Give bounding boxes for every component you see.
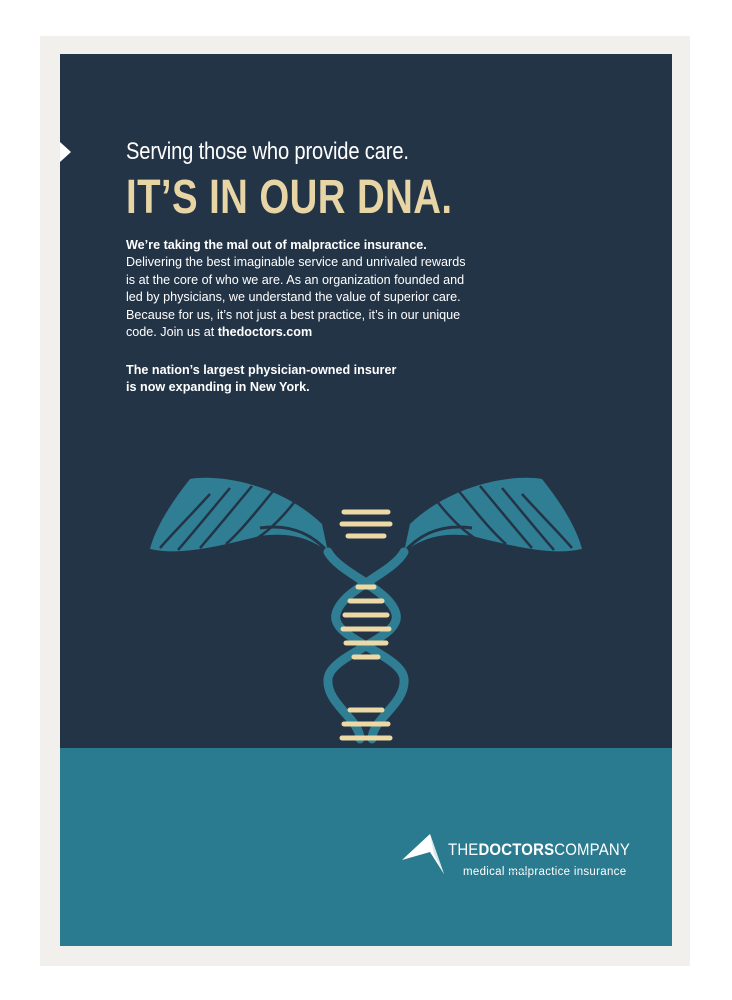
expansion-line-2: is now expanding in New York. — [126, 380, 310, 395]
body-lead: We’re taking the mal out of malpractice insurance. — [126, 238, 427, 252]
peak-arrow-logo-icon — [400, 830, 450, 876]
body-paragraph — [126, 254, 476, 341]
company-name-the: THE — [448, 840, 479, 859]
notch-marker — [60, 142, 71, 162]
company-name-company: COMPANY — [554, 840, 630, 859]
subtitle-medical: medical — [463, 866, 509, 878]
company-name — [448, 840, 630, 860]
subtitle-struck-mal: mal — [508, 866, 528, 878]
company-name-doctors: DOCTORS — [478, 840, 555, 859]
website-link[interactable]: thedoctors.com — [217, 325, 313, 340]
subtitle-practice: practice insurance — [527, 866, 627, 878]
expansion-line-1: The nation’s largest physician-owned insurer — [126, 363, 397, 377]
body-text: Delivering the best imaginable service and unrivaled rewards is at the core of who we are. As an organization founded and led by physicians, we understand the value of superior care. Because for us, it’s not just a best practice, it’s in our unique code. Join us at — [126, 255, 466, 340]
right-wing-icon — [404, 478, 582, 552]
dna-rungs — [342, 512, 390, 738]
footer-band — [60, 748, 672, 946]
winged-dna-caduceus-icon — [60, 454, 672, 754]
left-wing-icon — [150, 478, 328, 552]
expansion-note — [126, 362, 446, 397]
tagline: Serving those who provide care. — [126, 138, 409, 165]
headline: IT’S IN OUR DNA. — [126, 171, 453, 224]
ad-poster — [60, 54, 672, 946]
body-copy — [126, 237, 476, 341]
company-subtitle — [463, 866, 626, 878]
